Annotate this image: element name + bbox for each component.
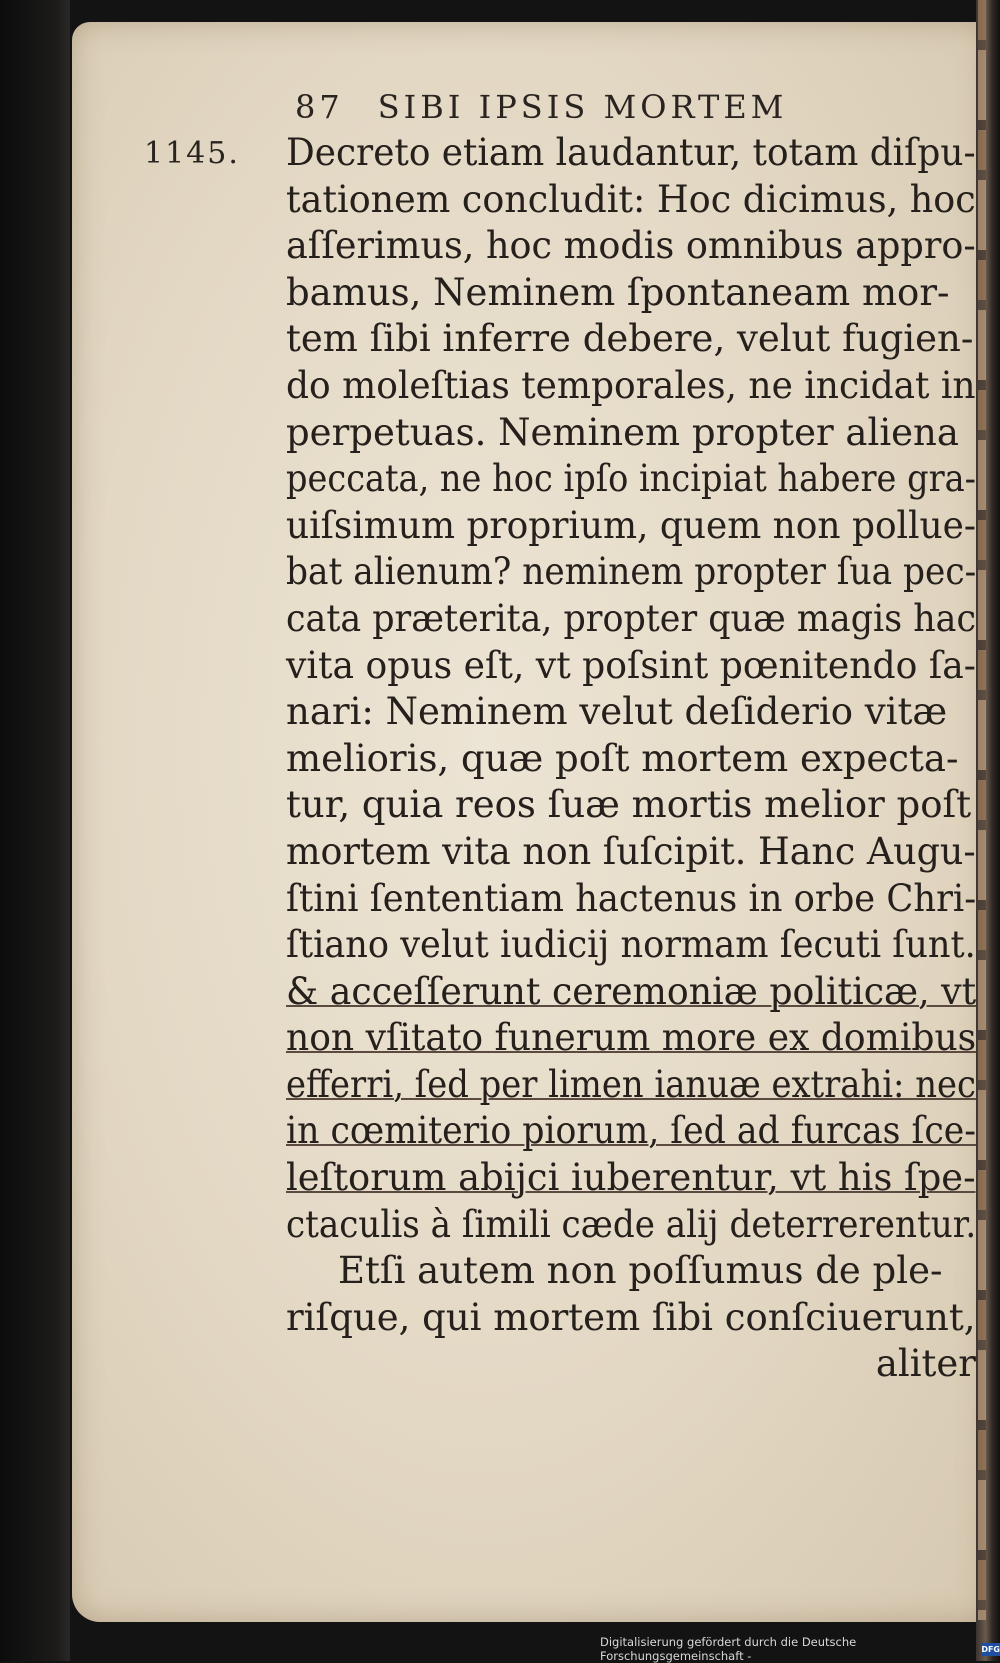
text-line: mortem vita non ſuſcipit. Hanc Augu- bbox=[286, 829, 976, 873]
text-line: in cœmiterio piorum, ſed ad furcas ſce- bbox=[286, 1109, 976, 1153]
text-block bbox=[286, 130, 976, 1388]
text-line: tem ſibi inferre debere, velut fugien- bbox=[286, 317, 974, 361]
text-line: & acceſſerunt ceremoniæ politicæ, vt bbox=[286, 969, 977, 1013]
running-head: SIBI IPSIS MORTEM bbox=[377, 88, 788, 126]
page-edge-stripe bbox=[978, 0, 986, 1620]
text-line: ctaculis à ſimili cæde alij deterrerentur. bbox=[286, 1202, 977, 1246]
text-line: Etſi autem non poſſumus de ple- bbox=[338, 1249, 943, 1293]
text-line: riſque, qui mortem ſibi conſciuerunt, bbox=[286, 1295, 976, 1339]
text-line: vita opus eſt, vt poſsint pœnitendo ſa- bbox=[286, 643, 976, 687]
catchword: aliter bbox=[875, 1342, 976, 1386]
text-line: nari: Neminem velut deſiderio vitæ bbox=[286, 690, 948, 734]
text-line: perpetuas. Neminem propter aliena bbox=[286, 410, 959, 454]
text-line: Decreto etiam laudantur, totam diſpu- bbox=[286, 131, 976, 174]
text-line: melioris, quæ poſt mortem expecta- bbox=[286, 736, 959, 780]
page-number: 87 bbox=[295, 88, 344, 126]
left-shadow bbox=[0, 0, 70, 1661]
text-line: non vſitato funerum more ex domibus bbox=[286, 1016, 977, 1060]
text-line: leſtorum abijci iuberentur, vt his ſpe- bbox=[286, 1156, 976, 1200]
text-line: bat alienum? neminem propter ſua pec- bbox=[286, 550, 977, 594]
text-line: ſtiano velut iudicij normam ſecuti ſunt. bbox=[286, 923, 976, 967]
text-line: uiſsimum proprium, quem non pollue- bbox=[286, 503, 977, 547]
text-line: aſſerimus, hoc modis omnibus appro- bbox=[286, 224, 976, 268]
dfg-logo-icon: DFG bbox=[981, 1644, 1000, 1654]
text-line: cata præterita, propter quæ magis hac bbox=[286, 596, 976, 640]
text-line: efferri, ſed per limen ianuæ extrahi: nec bbox=[286, 1062, 976, 1106]
text-line: bamus, Neminem ſpontaneam mor- bbox=[286, 270, 950, 314]
text-line: do moleſtias temporales, ne incidat in bbox=[286, 363, 976, 407]
text-line: ſtini ſententiam hactenus in orbe Chri- bbox=[286, 876, 977, 920]
text-line: peccata, ne hoc ipſo incipiat habere gra- bbox=[286, 457, 977, 501]
text-line: tationem concludit: Hoc dicimus, hoc bbox=[286, 177, 976, 221]
digitization-footer bbox=[600, 1635, 1000, 1663]
margin-note: 1145. bbox=[144, 136, 240, 171]
footer-text: Digitalisierung gefördert durch die Deutsche Forschungsgemeinschaft - bbox=[600, 1635, 857, 1663]
running-header bbox=[295, 88, 935, 126]
text-line: tur, quia reos ſuæ mortis melior poſt bbox=[286, 783, 972, 827]
